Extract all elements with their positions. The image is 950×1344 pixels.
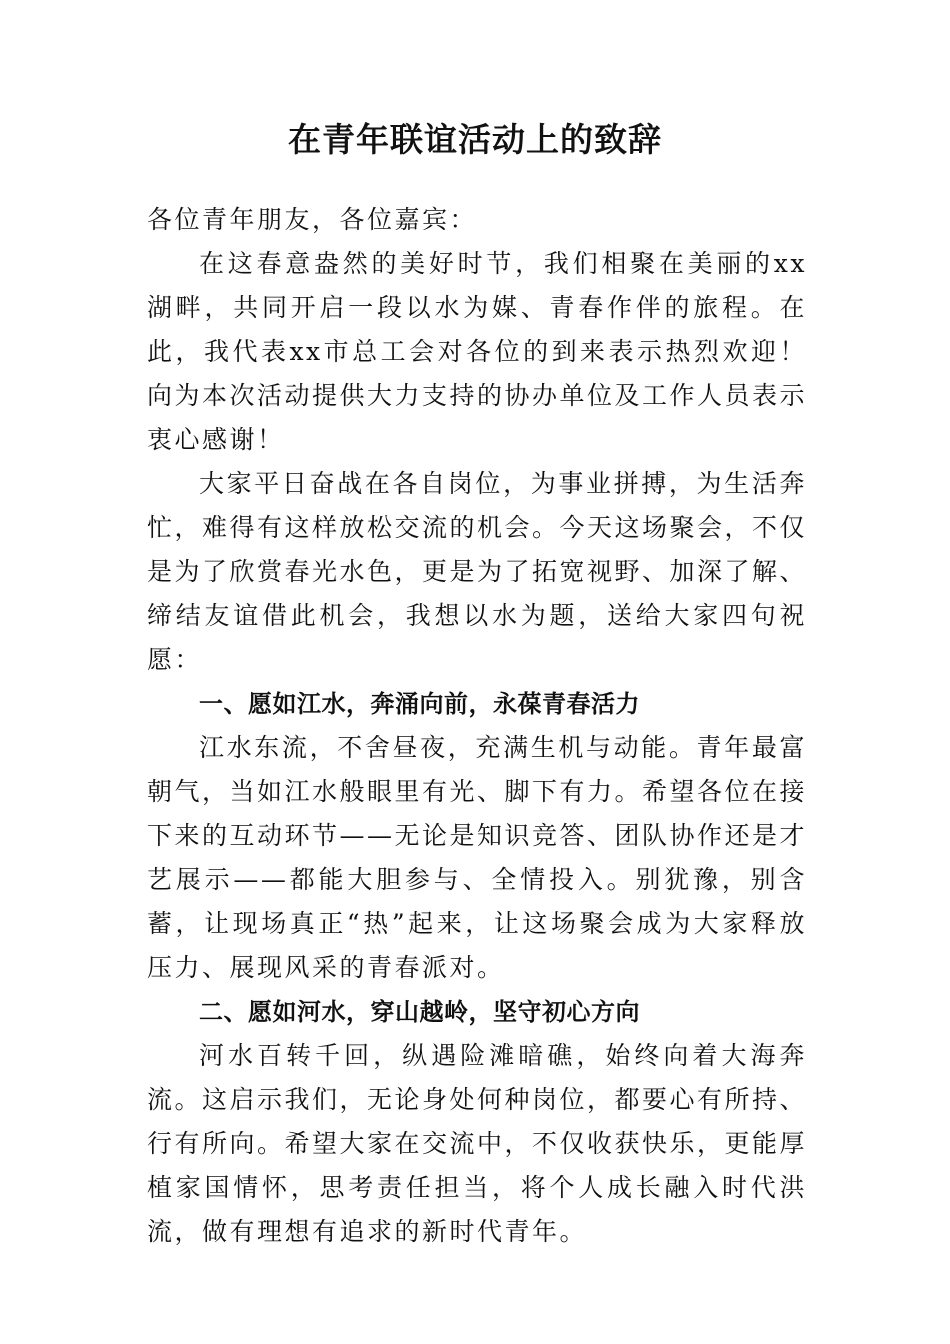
document-body (147, 198, 807, 1254)
paragraph-welcome: 在这春意盎然的美好时节，我们相聚在美丽的xx湖畔，共同开启一段以水为媒、青春作伴的旅程。在此，我代表xx市总工会对各位的到来表示热烈欢迎！向为本次活动提供大力支持的协办单位及工作人员表示衷心感谢！ (147, 249, 808, 454)
section-heading-2: 二、愿如河水，穿山越岭，坚守初心方向 (199, 998, 640, 1026)
paragraph-intro: 大家平日奋战在各自岗位，为事业拼搏，为生活奔忙，难得有这样放松交流的机会。今天这场聚会，不仅是为了欣赏春光水色，更是为了拓宽视野、加深了解、缔结友谊借此机会，我想以水为题，送给大家四句祝愿： (147, 469, 808, 674)
paragraph-river-2: 河水百转千回，纵遇险滩暗礁，始终向着大海奔流。这启示我们，无论身处何种岗位，都要心有所持、行有所向。希望大家在交流中，不仅收获快乐，更能厚植家国情怀，思考责任担当，将个人成长融入时代洪流，做有理想有追求的新时代青年。 (147, 1041, 808, 1246)
section-heading-1: 一、愿如江水，奔涌向前，永葆青春活力 (199, 690, 640, 718)
salutation: 各位青年朋友，各位嘉宾： (147, 205, 478, 234)
page-title: 在青年联谊活动上的致辞 (288, 120, 662, 159)
paragraph-river-1: 江水东流，不舍昼夜，充满生机与动能。青年最富朝气，当如江水般眼里有光、脚下有力。希望各位在接下来的互动环节——无论是知识竞答、团队协作还是才艺展示——都能大胆参与、全情投入。别犹豫，别含蓄，让现场真正“热”起来，让这场聚会成为大家释放压力、展现风采的青春派对。 (147, 733, 808, 982)
